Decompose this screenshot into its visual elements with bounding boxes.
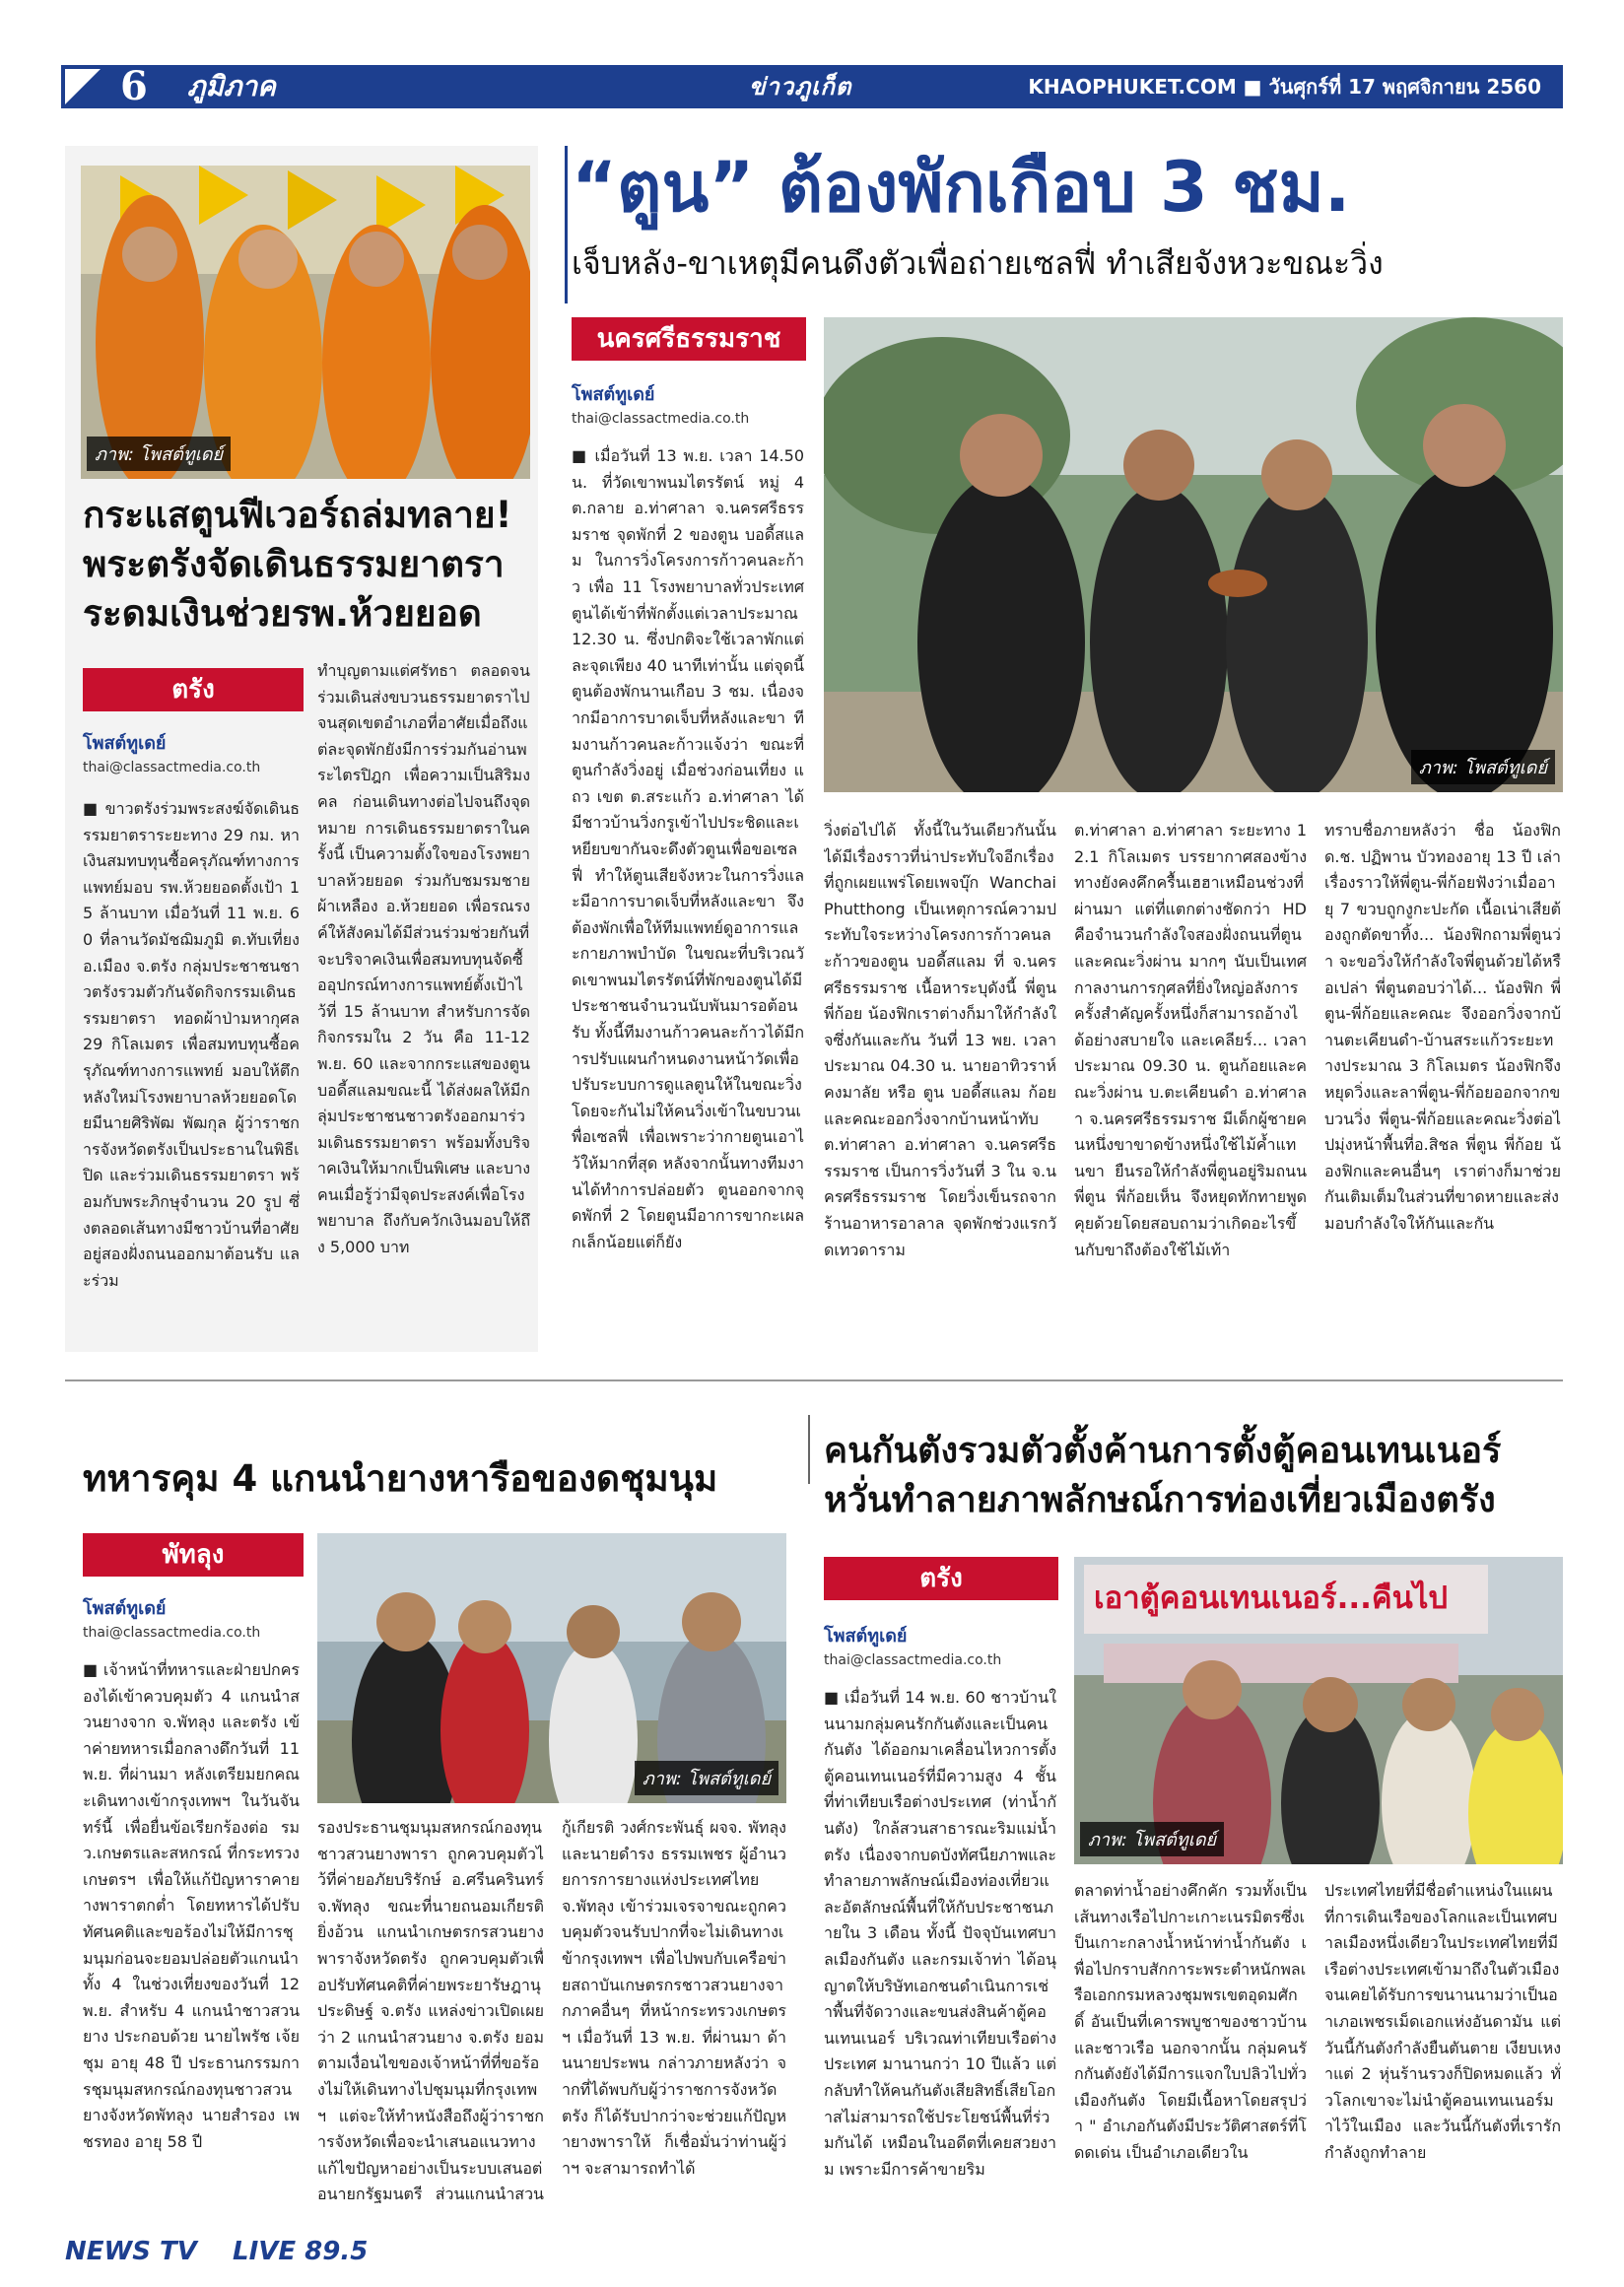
main-story-col-3: ต.ท่าศาลา อ.ท่าศาลา ระยะทาง 12.1 กิโลเมตร บรรยากาศสองข้างทางยังคงคึกครื้นเฮฮาเหมือนช่วงที่ผ่านมา แต่ที่แตกต่างชัดกว่า HD คือจำนวนกำลังใจสองฝั่งถนนที่ตูนและคณะวิ่งผ่าน มากๆ นับเป็นเทศกาลงานการกุศลที่ยิ่งใหญ่อลังการครั้งสำคัญครั้งหนึ่งก็สามารถอ้างได้อย่างสบายใจ และเคลียร์... เวลาประมาณ 09.30 น. ตูนก้อยและคณะวิ่งผ่าน บ.ตะเคียนดำ อ.ท่าศาลา จ.นครศรีธรรมราช มีเด็กผู้ชายคนหนึ่งขาขาดข้างหนึ่งใช้ไม้ค้ำแทนขา ยืนรอให้กำลังพี่ตูนอยู่ริมถนน พี่ตูน พี่ก้อยเห็น จึงหยุดทักทายพูดคุยด้วยโดยสอบถามว่าเกิดอะไรขึ้นกับขาถึงต้องใช้ไม้เท้า — [1074, 821, 1307, 1259]
page-number: 6 — [120, 63, 148, 109]
bottom-right-col-2: ตลาดท่าน้ำอย่างคึกคัก รวมทั้งเป็นเส้นทางเรือไปกาะเกาะเนรมิตรซึ่งเป็นเกาะกลางน้ำหน้าท่าน้ำกันตัง เพื่อไปกราบสักการะพระตำหนักพลเรือเอกกรมหลวงชุมพรเขตอุดมศักดิ์ อันเป็นที่เคารพบูชาของชาวบ้าน และชาวเรือ นอกจากนั้น กลุ่มคนรักกันตังยังได้มีการแจกใบปลิวไปทั่วเมืองกันตัง โดยมีเนื้อหาโดยสรุปว่า " อำเภอกันตังมีประวัติศาสตร์ที่โดดเด่น เป็นอำเภอเดียวใน — [1074, 1881, 1307, 2162]
monks-image — [81, 166, 530, 479]
left-headline-line-1: กระแสตูนฟีเวอร์ถล่มทลาย! — [83, 494, 512, 536]
byline-name: โพสต์ทูเดย์ — [83, 1598, 167, 1619]
photo-credit: ภาพ: โพสต์ทูเดย์ — [87, 437, 231, 471]
column-rule — [808, 1415, 810, 1484]
byline-name: โพสต์ทูเดย์ — [83, 733, 167, 754]
runners-image — [824, 317, 1563, 792]
main-subheadline: เจ็บหลัง-ขาเหตุมีคนดึงตัวเพื่อถ่ายเซลฟี่ ทำเสียจังหวะขณะวิ่ง — [572, 244, 1384, 282]
location-tag-phatthalung: พัทลุง — [83, 1533, 304, 1577]
bottom-right-headline — [824, 1427, 1501, 1525]
footer-logo-live: LIVE 89.5 — [233, 2237, 369, 2266]
bottom-left-col-2: รองประธานชุมนุมสหกรณ์กองทุนชาวสวนยางพารา ถูกควบคุมตัวไว้ที่ค่ายอภัยบริรักษ์ อ.ศรีนครินทร์ จ.พัทลุง ขณะที่นายถนอมเกียรติ ยิ่งอ้วน แกนนำเกษตรกรสวนยางพาราจังหวัดตรัง ถูกควบคุมตัวเพื่อปรับทัศนคติที่ค่ายพระยารัษฎานุประดิษฐ์ จ.ตรัง แหล่งข่าวเปิดเผยว่า 2 แกนนำสวนยาง จ.ตรัง ยอมตามเงื่อนไขของเจ้าหน้าที่ที่ขอร้องไม่ให้เดินทางไปชุมนุมที่กรุงเทพฯ แต่จะให้ทำหนังสือถึงผู้ว่าราชการจังหวัดเพื่อจะนำเสนอแนวทางแก้ไขปัญหาอย่างเป็นระบบเสนอต่อนายกรัฐมนตรี ส่วนแกนนำสวน — [317, 1818, 544, 2204]
rubber-leaders-photo — [317, 1533, 786, 1803]
location-tag-trang: ตรัง — [83, 668, 304, 711]
protest-sign-text: เอาตู้คอนเทนเนอร์...คืนไป — [1094, 1581, 1449, 1616]
left-headline-line-3: ระดมเงินช่วยรพ.ห้วยยอด — [83, 592, 482, 635]
byline-email: thai@classactmedia.co.th — [572, 411, 750, 427]
main-story-col-4: ทราบชื่อภายหลังว่า ชื่อ น้องฟิก ด.ช. ปฏิพาน บัวทองอายุ 13 ปี เล่าเรื่องราวให้พี่ตูน-พี่ก้อยฟังว่าเมื่ออายุ 7 ขวบถูกงูกะปะกัด เนื้อเน่าเสียต้องถูกตัดขาทิ้ง... น้องฟิกถามพี่ตูนว่า จะขอวิ่งให้กำลังใจพี่ตูนด้วยได้หรือเปล่า พี่ตูนตอบว่าได้... น้องฟิก พี่ตูน-พี่ก้อยและคณะ จึงออกวิ่งจากบ้านตะเคียนดำ-บ้านสระแก้วระยะทางประมาณ 3 กิโลเมตร น้องฟิกจึงหยุดวิ่งและลาพี่ตูน-พี่ก้อยออกจากขบวนวิ่ง พี่ตูน-พี่ก้อยและคณะวิ่งต่อไปมุ่งหน้าพื้นที่อ.สิชล พี่ตูน พี่ก้อย น้องฟิกและคนอื่นๆ เราต่างก็มาช่วยกันเติมเต็มในส่วนที่ขาดหายและส่งมอบกำลังใจให้กันและกัน — [1324, 821, 1561, 1233]
bottom-right-headline-line-2: หวั่นทำลายภาพลักษณ์การท่องเที่ยวเมืองตรัง — [824, 1480, 1496, 1520]
location-tag-nakhon: นครศรีธรรมราช — [572, 317, 806, 361]
byline-email: thai@classactmedia.co.th — [824, 1652, 1002, 1668]
section-divider — [65, 1379, 1563, 1381]
monks-photo — [81, 166, 530, 479]
site-and-date: KHAOPHUKET.COM ■ วันศุกร์ที่ 17 พฤศจิกายน 2560 — [1028, 75, 1541, 99]
bottom-left-col-3: กู้เกียรติ วงศ์กระพันธุ์ ผจจ. พัทลุง และนายดำรง ธรรมเพชร ผู้อำนวยการการยางแห่งประเทศไทย จ.พัทลุง เข้าร่วมเจรจาขณะถูกควบคุมตัวจนรับปากที่จะไม่เดินทางเข้ากรุงเทพฯ เพื่อไปพบกับเครือข่ายสถาบันเกษตรกรชาวสวนยางจากภาคอื่นๆ ที่หน้ากระทรวงเกษตรฯ เมื่อวันที่ 13 พ.ย. ที่ผ่านมา ด้านนายประพน กล่าวภายหลังว่า จากที่ได้พบกับผู้ว่าราชการจังหวัดตรัง ก็ได้รับปากว่าจะช่วยแก้ปัญหายางพาราให้ ก็เชื่อมั่นว่าท่านผู้ว่าฯ จะสามารถทำได้ — [562, 1818, 786, 2178]
main-story-col-2: วิ่งต่อไปได้ ทั้งนี้ในวันเดียวกันนั้น ได้มีเรื่องราวที่น่าประทับใจอีกเรื่องที่ถูกเผยแพร่โดยเพจบุ๊ก Wanchai Phutthong เป็นเหตุการณ์ความประทับใจระหว่างโครงการก้าวคนละก้าวของตูน บอดี้สแลม ที่ จ.นครศรีธรรมราช เนื้อหาระบุดังนี้ พี่ตูน พี่ก้อย น้องฟิกเราต่างก็มาให้กำลังใจซึ่งกันและกัน วันที่ 13 พย. เวลาประมาณ 04.30 น. นายอาทิวราห์ คงมาลัย หรือ ตูน บอดี้สแลม ก้อยและคณะออกวิ่งจากบ้านหน้าทับ ต.ท่าศาลา อ.ท่าศาลา จ.นครศรีธรรมราช เป็นการวิ่งวันที่ 3 ใน จ.นครศรีธรรมราช โดยวิ่งเข็นรถจากร้านอาหารอาลาล จุดพักช่วงแรกวัดเทวดาราม — [824, 821, 1056, 1259]
section-name: ภูมิภาค — [187, 70, 276, 102]
photo-credit: ภาพ: โพสต์ทูเดย์ — [1411, 750, 1555, 784]
bottom-right-col-1: ■ เมื่อวันที่ 14 พ.ย. 60 ชาวบ้านในนามกลุ่มคนรักกันตังและเป็นคนกันตัง ได้ออกมาเคลื่อนไหวการตั้งตู้คอนเทนเนอร์ที่มีความสูง 4 ชั้น ที่ท่าเทียบเรือต่างประเทศ (ท่าน้ำกันตัง) ใกล้สวนสาธารณะริมแม่น้ำตรัง เนื่องจากบดบังทัศนียภาพและทำลายภาพลักษณ์เมืองท่องเที่ยวและอัตลักษณ์พื้นที่ให้กับประชาชนภายใน 3 เดือน ทั้งนี้ ปัจจุบันเทศบาลเมืองกันตัง และกรมเจ้าท่า ได้อนุญาตให้บริษัทเอกชนดำเนินการเช่าพื้นที่จัดวางและขนส่งสินค้าตู้คอนเทนเนอร์ บริเวณท่าเทียบเรือต่างประเทศ มานานกว่า 10 ปีแล้ว แต่กลับทำให้คนกันตังเสียสิทธิ์เสียโอกาสไม่สามารถใช้ประโยชน์พื้นที่ร่วมกันได้ เหมือนในอดีตที่เคยสวยงาม เพราะมีการค้าขายริม — [824, 1688, 1056, 2179]
bottom-left-col-1: ■ เจ้าหน้าที่ทหารและฝ่ายปกครองได้เข้าควบคุมตัว 4 แกนนำสวนยางจาก จ.พัทลุง และตรัง เข้าค่ายทหารเมื่อกลางดึกวันที่ 11 พ.ย. ที่ผ่านมา หลังเตรียมยกคณะเดินทางเข้ากรุงเทพฯ ในวันจันทร์นี้ เพื่อยื่นข้อเรียกร้องต่อ รมว.เกษตรและสหกรณ์ ที่กระทรวงเกษตรฯ เพื่อให้แก้ปัญหาราคายางพาราตกต่ำ โดยทหารได้ปรับทัศนคติและขอร้องไม่ให้มีการชุมนุมก่อนจะยอมปล่อยตัวแกนนำทั้ง 4 ในช่วงเที่ยงของวันที่ 12 พ.ย. สำหรับ 4 แกนนำชาวสวนยาง ประกอบด้วย นายไพรัช เจ้ยชุม อายุ 48 ปี ประธานกรรมการชุมนุมสหกรณ์กองทุนชาวสวนยางจังหวัดพัทลุง นายสำรอง เพชรทอง อายุ 58 ปี — [83, 1660, 300, 2151]
bottom-right-col-3: ประเทศไทยที่มีชื่อตำแหน่งในแผนที่การเดินเรือของโลกและเป็นเทศบาลเมืองหนึ่งเดียวในประเทศไทยที่มีเรือต่างประเทศเข้ามาถึงในตัวเมือง จนเคยได้รับการขนานนามว่าเป็นอำเภอเพชรเม็ดเอกแห่งอันดามัน แต่วันนี้กันตังกำลังยืนตันตาย เงียบเหงาแต่ 2 หุ่นร้านรวงก็ปิดหมดแล้ว ทั่วโลกเขาจะไม่นำตู้คอนเทนเนอร์มาไว้ในเมือง และวันนี้กันตังที่เรารักกำลังถูกทำลาย — [1324, 1881, 1561, 2162]
byline-name: โพสต์ทูเดย์ — [824, 1626, 908, 1647]
left-headline — [83, 491, 536, 639]
main-story-col-1: ■ เมื่อวันที่ 13 พ.ย. เวลา 14.50 น. ที่วัดเขาพนมไตรรัตน์ หมู่ 4 ต.กลาย อ.ท่าศาลา จ.นครศรีธรรมราช จุดพักที่ 2 ของตูน บอดี้สแลม ในการวิ่งโครงการก้าวคนละก้าว เพื่อ 11 โรงพยาบาลทั่วประเทศ ตูนได้เข้าที่พักตั้งแต่เวลาประมาณ 12.30 น. ซึ่งปกติจะใช้เวลาพักแต่ละจุดเพียง 40 นาทีเท่านั้น แต่จุดนี้ตูนต้องพักนานเกือบ 3 ชม. เนื่องจากมีอาการบาดเจ็บที่หลังและขา ทีมงานก้าวคนละก้าวแจ้งว่า ขณะที่ตูนกำลังวิ่งอยู่ เมื่อช่วงก่อนเที่ยง แถว เขต ต.สระแก้ว อ.ท่าศาลา ได้มีชาวบ้านวิ่งกรูเข้าไปประชิดและเหยียบขากันจะดึงตัวตูนเพื่อขอเซลฟี่ ทำให้ตูนเสียจังหวะในการวิ่งและมีอาการบาดเจ็บที่หลังและขา จึงต้องพักเพื่อให้ทีมแพทย์ดูอาการและกายภาพบำบัด ในขณะที่บริเวณวัดเขาพนมไตรรัตน์ที่พักของตูนได้มีประชาชนจำนวนนับพันมารอต้อนรับ ทั้งนี้ทีมงานก้าวคนละก้าวได้มีการปรับแผนกำหนดงานหน้าวัดเพื่อปรับระบบการดูแลตูนให้ในขณะวิ่ง โดยจะกันไม่ให้คนวิ่งเข้าในขบวนเพื่อเซลฟี่ เพื่อเพราะว่ากายตูนเอาไว้ให้มากที่สุด หลังจากนั้นทางทีมงานได้ทำการปล่อยตัว ตูนออกจากจุดพักที่ 2 โดยตูนมีอาการขากะเผลกเล็กน้อยแต่ก็ยัง — [572, 446, 804, 1251]
bottom-right-headline-line-1: คนกันตังรวมตัวตั้งค้านการตั้งตู้คอนเทนเนอร์ — [824, 1431, 1502, 1471]
footer-logo-news-tv: NEWS TV — [65, 2237, 197, 2266]
byline-email: thai@classactmedia.co.th — [83, 1625, 261, 1641]
left-headline-line-2: พระตรังจัดเดินธรรมยาตรา — [83, 543, 505, 585]
column-rule — [565, 146, 568, 303]
corner-logo-icon — [61, 65, 104, 108]
byline-name: โพสต์ทูเดย์ — [572, 384, 655, 405]
runners-photo — [824, 317, 1563, 792]
bottom-left-headline: ทหารคุม 4 แกนนำยางหารือของดชุมนุม — [83, 1457, 718, 1500]
left-story-col-1: ■ ขาวตรังร่วมพระสงฆ์จัดเดินธรรมยาตราระยะทาง 29 กม. หาเงินสมทบทุนซื้อครุภัณฑ์ทางการแพทย์มอบ รพ.ห้วยยอดตั้งเป้า 15 ล้านบาท เมื่อวันที่ 11 พ.ย. 60 ที่ลานวัดมัชฌิมภูมิ ต.ทับเที่ยง อ.เมือง จ.ตรัง กลุ่มประชาชนชาวตรังรวมตัวกันจัดกิจกรรมเดินธรรมยาตรา ทอดผ้าป่ามหากุศล 29 กิโลเมตร เพื่อสมทบทุนซื้อครุภัณฑ์ทางการแพทย์ มอบให้ตึกหลังใหม่โรงพยาบาลห้วยยอดโดยมีนายศิริพัฒ พัฒกุล ผู้ว่าราชการจังหวัดตรังเป็นประธานในพิธีเปิด และร่วมเดินธรรมยาตรา พร้อมกับพระภิกษุจำนวน 20 รูป ซึ่งตลอดเส้นทางมีชาวบ้านที่อาศัยอยู่สองฝั่งถนนออกมาต้อนรับ และร่วม — [83, 799, 300, 1290]
photo-credit: ภาพ: โพสต์ทูเดย์ — [635, 1761, 778, 1795]
container-protest-photo — [1074, 1557, 1563, 1864]
byline-email: thai@classactmedia.co.th — [83, 760, 261, 775]
location-tag-trang: ตรัง — [824, 1557, 1058, 1600]
left-story-col-2: ทำบุญตามแต่ศรัทธา ตลอดจนร่วมเดินส่งขบวนธรรมยาตราไปจนสุดเขตอำเภอที่อาศัยเมื่อถึงแต่ละจุดพักยังมีการร่วมกันอ่านพระไตรปิฎก เพื่อความเป็นสิริมงคล ก่อนเดินทางต่อไปจนถึงจุดหมาย การเดินธรรมยาตราในครั้งนี้ เป็นความตั้งใจของโรงพยาบาลห้วยยอด ร่วมกับชมรมชายผ้าเหลือง อ.ห้วยยอด เพื่อรณรงค์ให้สังคมได้มีส่วนร่วมช่วยกันที่จะบริจาคเงินเพื่อสมทบทุนจัดซื้ออุปกรณ์ทางการแพทย์ตั้งเป้าไว้ที่ 15 ล้านบาท สำหรับการจัดกิจกรรมใน 2 วัน คือ 11-12 พ.ย. 60 และจากกระแสของตูน บอดี้สแลมขณะนี้ ได้ส่งผลให้มีกลุ่มประชาชนชาวตรังออกมาร่วมเดินธรรมยาตรา พร้อมทั้งบริจาคเงินให้มากเป็นพิเศษ และบางคนเมื่อรู้ว่ามีจุดประสงค์เพื่อโรงพยาบาล ถึงกับควักเงินมอบให้ถึง 5,000 บาท — [317, 661, 530, 1257]
photo-credit: ภาพ: โพสต์ทูเดย์ — [1080, 1822, 1224, 1856]
paper-logo: ข่าวภูเก็ต — [749, 73, 852, 101]
main-headline: “ตูน” ต้องพักเกือบ 3 ชม. — [572, 147, 1351, 228]
